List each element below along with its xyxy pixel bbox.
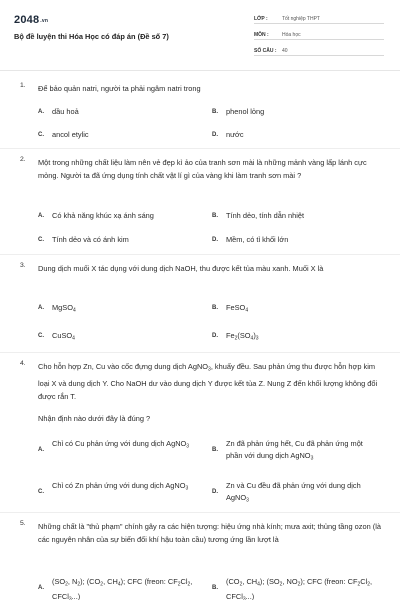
question-divider: [0, 148, 400, 149]
meta-subject-value: Hóa học: [282, 32, 301, 38]
question-text: Một trong những chất liệu làm nên vẻ đẹp kì ảo của tranh sơn mài là những mảnh vàng lấp lánh cực mỏng. Người ta đã ứng dụng tính chất vật lí gì của vàng khi làm tranh sơn mài ?: [38, 158, 367, 180]
question-number: 4.: [20, 360, 26, 367]
document-header: [0, 0, 400, 68]
document-title: Bộ đề luyện thi Hóa Học có đáp án (Đề số 7): [14, 32, 169, 41]
meta-subject: [254, 30, 384, 40]
meta-class-label: LỚP :: [254, 16, 268, 22]
meta-question-count: [254, 46, 384, 56]
header-divider: [0, 70, 400, 71]
question-prompt: Nhận định nào dưới đây là đúng ?: [38, 414, 151, 423]
meta-count-label: SỐ CÂU :: [254, 48, 277, 54]
question-text: Những chất là "thủ phạm" chính gây ra các hiện tượng: hiệu ứng nhà kính; mưa axit; thủng tầng ozon (là các nguyên nhân của sự biến đổi khí hậu toàn cầu) tương ứng lần lượt là: [38, 522, 381, 544]
meta-class: [254, 14, 384, 24]
question-divider: [0, 512, 400, 513]
question-number: 5.: [20, 520, 26, 527]
question-number: 1.: [20, 82, 26, 89]
question-number: 3.: [20, 262, 26, 269]
question-text: Cho hỗn hợp Zn, Cu vào cốc đựng dung dịch AgNO$_3$, khuấy đều. Sau phản ứng thu được hỗn hợp kim loại X và dung dịch Y. Cho NaOH dư vào dung dịch Y được kết tủa Z. Nung Z đến khối lượng không đổi được rắn T.: [38, 362, 378, 401]
meta-count-value: 40: [282, 48, 288, 54]
question-text: Dung dịch muối X tác dụng với dung dịch NaOH, thu được kết tủa màu xanh. Muối X là: [38, 264, 324, 273]
question-divider: [0, 352, 400, 353]
meta-class-value: Tốt nghiệp THPT: [282, 16, 320, 22]
meta-subject-label: MÔN :: [254, 32, 269, 38]
question-number: 2.: [20, 156, 26, 163]
question-text: Để bảo quản natri, người ta phải ngâm natri trong: [38, 84, 201, 93]
question-divider: [0, 254, 400, 255]
site-logo[interactable]: $2048^{.vn}$: [14, 14, 49, 26]
